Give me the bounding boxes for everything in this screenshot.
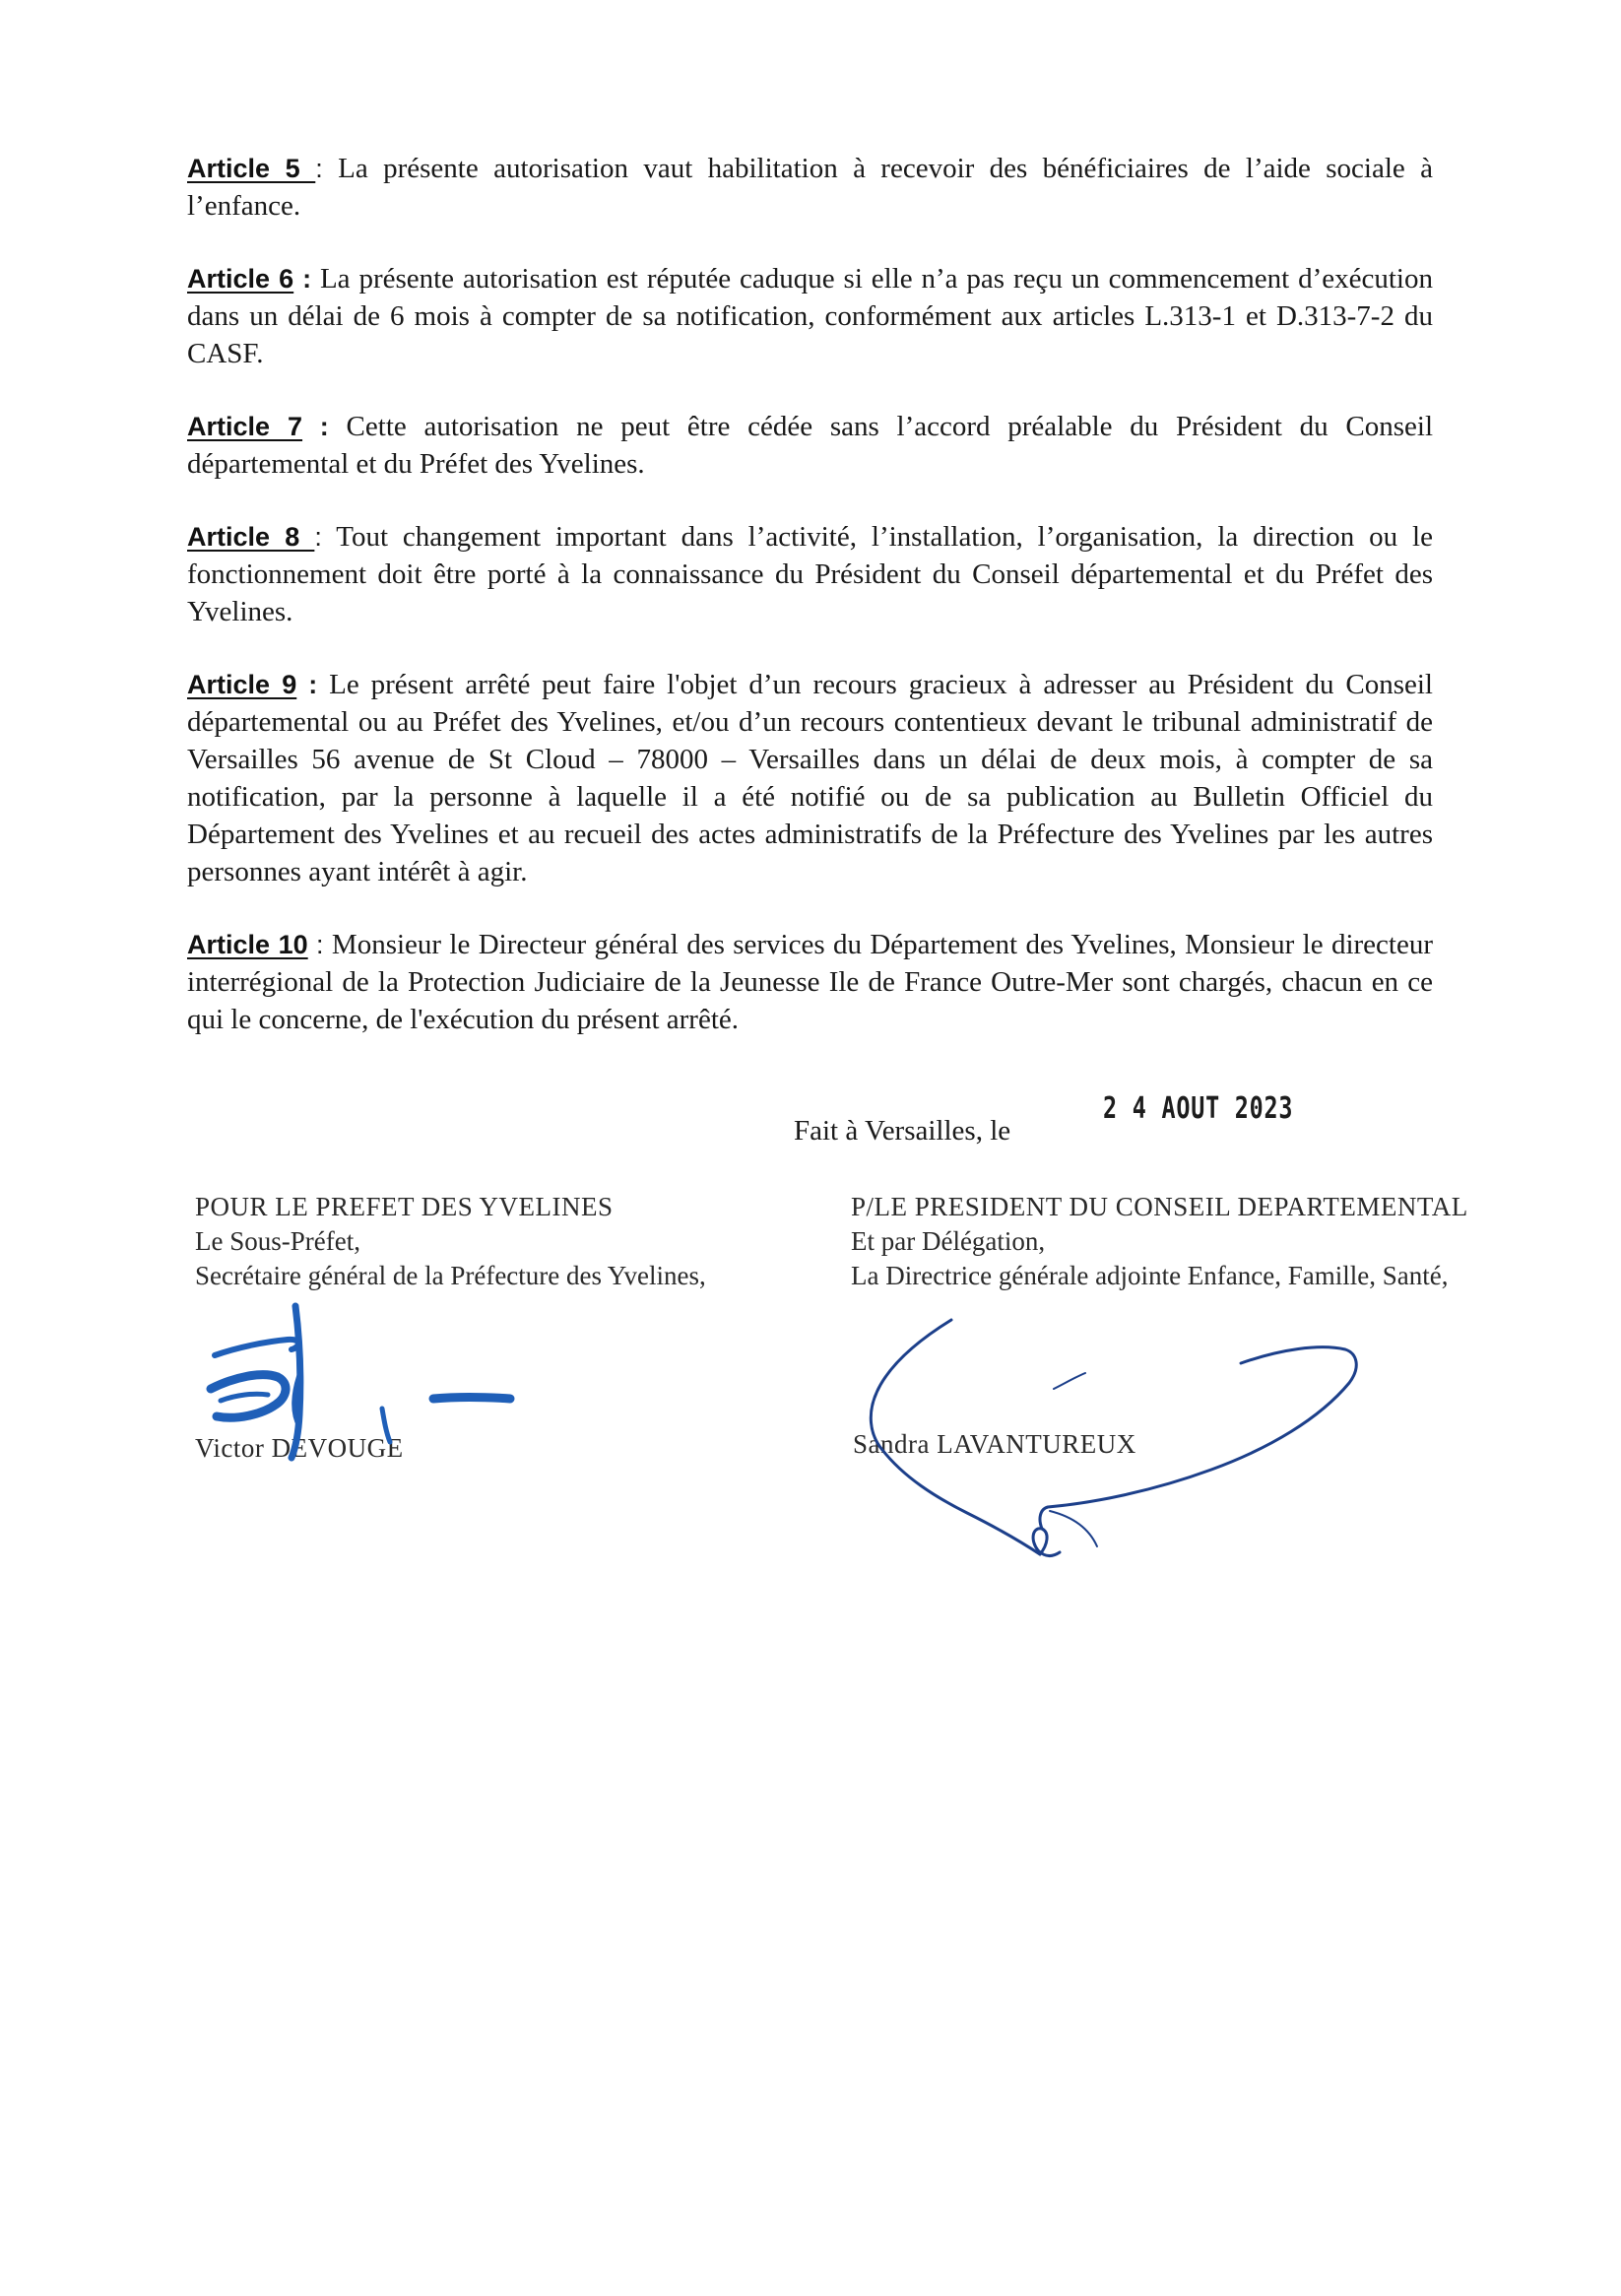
article-separator: :	[315, 154, 323, 183]
article-text: Le présent arrêté peut faire l'objet d’un recours gracieux à adresser au Président du Conseil départemental ou au Préfet des Yvelines, et/ou d’un recours contentieux devant le tribunal administratif de Versailles 56 avenue de St Cloud – 78000 – Versailles dans un délai de deux mois, à compter de sa notification, par la personne à laquelle il a été notifié ou de sa publication au Bulletin Officiel du Département des Yvelines et au recueil des actes administratifs de la Préfecture des Yvelines par les autres personnes ayant intérêt à agir.	[187, 669, 1433, 887]
place-date-line: Fait à Versailles, le	[794, 1115, 1011, 1147]
article-separator: :	[308, 670, 318, 699]
left-signature-strokes	[211, 1306, 510, 1458]
right-signatory-heading: P/LE PRESIDENT DU CONSEIL DEPARTEMENTAL	[851, 1192, 1468, 1221]
left-signatory-function: Secrétaire général de la Préfecture des Yvelines,	[195, 1261, 706, 1290]
article-label: Article 7	[187, 412, 303, 441]
article-text: Tout changement important dans l’activité, l’installation, l’organisation, la direction ou le fonctionnement doit être porté à la connaissance du Président du Conseil départemental et du Préfet des Yvelines.	[187, 521, 1433, 627]
left-handwritten-signature	[197, 1298, 532, 1466]
right-signatory-function: La Directrice générale adjointe Enfance, Famille, Santé,	[851, 1261, 1449, 1290]
article-label: Article 8	[187, 522, 315, 552]
article-text: La présente autorisation vaut habilitation à recevoir des bénéficiaires de l’aide sociale à l’enfance.	[187, 153, 1434, 222]
left-signatory-title: Le Sous-Préfet,	[195, 1226, 360, 1256]
article-text: La présente autorisation est réputée caduque si elle n’a pas reçu un commencement d’exécution dans un délai de 6 mois à compter de sa notification, conformément aux articles L.313-1 et D.313-7-2 du CASF.	[187, 263, 1433, 369]
article-6	[187, 260, 1433, 372]
right-signer-name: Sandra LAVANTUREUX	[853, 1429, 1136, 1459]
left-signatory-heading: POUR LE PREFET DES YVELINES	[195, 1192, 614, 1221]
article-5	[187, 150, 1433, 225]
article-text: Monsieur le Directeur général des services du Département des Yvelines, Monsieur le directeur interrégional de la Protection Judiciaire de la Jeunesse Ile de France Outre-Mer sont chargés, chacun en ce qui le concerne, de l'exécution du présent arrêté.	[187, 929, 1433, 1035]
article-label: Article 9	[187, 670, 297, 699]
left-signer-name: Victor DEVOUGE	[195, 1433, 404, 1463]
article-label: Article 10	[187, 930, 308, 959]
article-8	[187, 518, 1433, 630]
right-signature-strokes	[871, 1320, 1356, 1556]
article-10	[187, 926, 1433, 1038]
article-label: Article 5	[187, 154, 316, 183]
article-9	[187, 666, 1433, 890]
article-label: Article 6	[187, 264, 294, 294]
right-signatory-delegation: Et par Délégation,	[851, 1226, 1046, 1256]
article-separator: :	[316, 930, 324, 959]
article-separator: :	[314, 522, 322, 552]
article-separator: :	[302, 264, 312, 294]
articles-section	[187, 150, 1433, 1074]
right-handwritten-signature	[857, 1310, 1369, 1576]
article-separator: :	[319, 412, 329, 441]
article-7	[187, 408, 1433, 483]
date-stamp: 2 4 AOUT 2023	[1103, 1091, 1294, 1126]
article-text: Cette autorisation ne peut être cédée sans l’accord préalable du Président du Conseil départemental et du Préfet des Yvelines.	[187, 411, 1434, 480]
right-signatory-block	[851, 1190, 1580, 1293]
left-signatory-block	[195, 1190, 806, 1293]
